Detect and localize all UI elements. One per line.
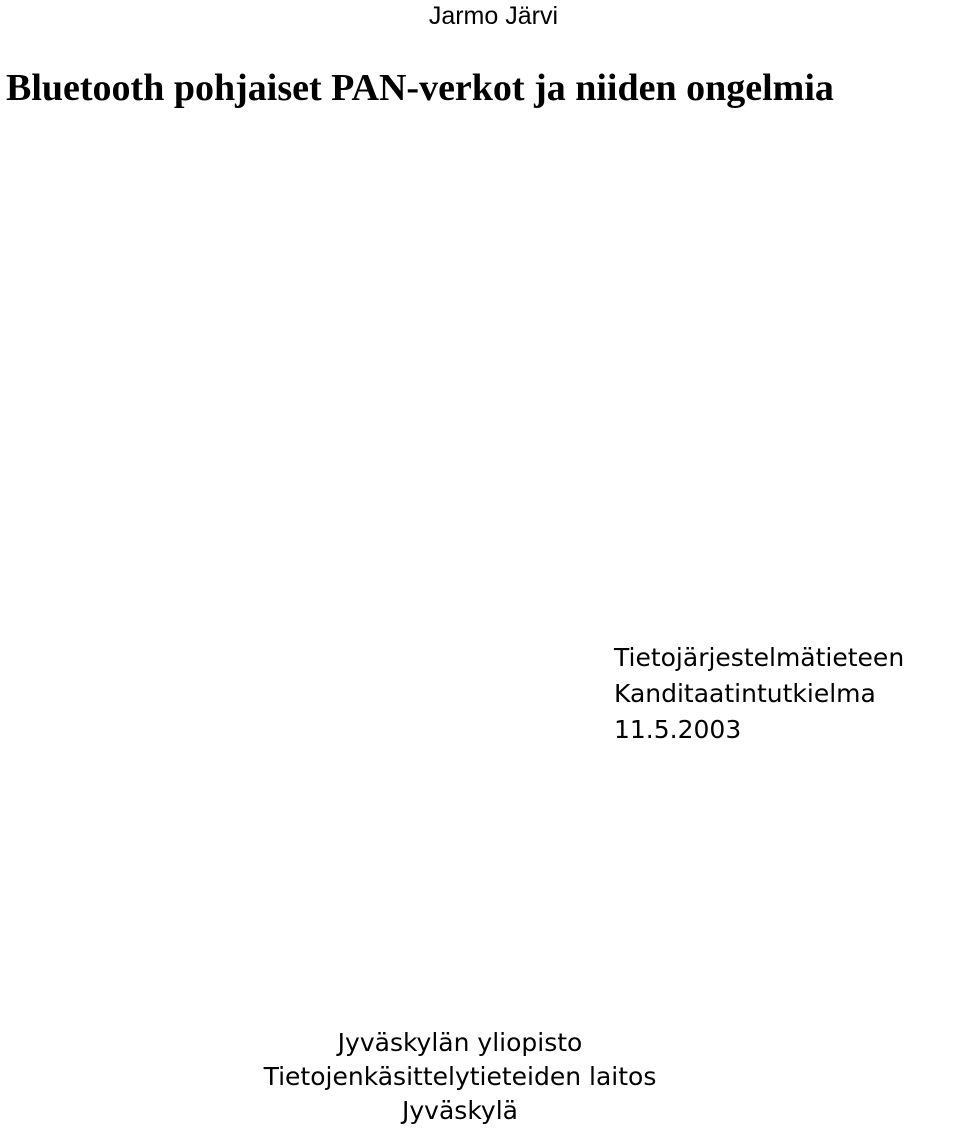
department-line: Tietojenkäsittelytieteiden laitos bbox=[263, 1062, 657, 1091]
thesis-type-line: Kanditaatintutkielma bbox=[614, 679, 876, 708]
university-line: Jyväskylän yliopisto bbox=[337, 1028, 583, 1057]
subject-line: Tietojärjestelmätieteen bbox=[614, 643, 905, 672]
institution-block bbox=[0, 1026, 920, 1128]
city-line: Jyväskylä bbox=[402, 1096, 518, 1125]
author-name: Jarmo Järvi bbox=[428, 2, 558, 30]
thesis-title: Bluetooth pohjaiset PAN-verkot ja niiden ongelmia bbox=[6, 67, 834, 109]
date-line: 11.5.2003 bbox=[614, 715, 742, 744]
thesis-meta-block bbox=[614, 640, 904, 748]
